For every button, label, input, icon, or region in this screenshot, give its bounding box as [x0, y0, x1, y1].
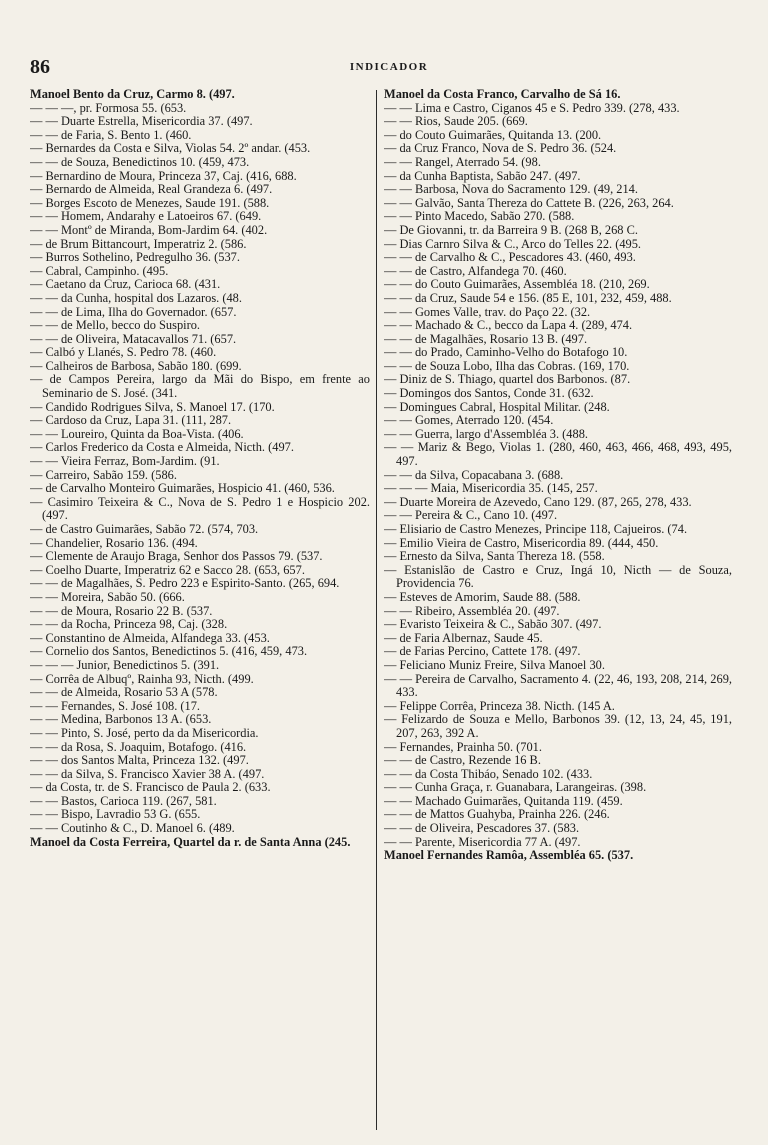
directory-entry: — — de Mello, becco do Suspiro.	[30, 318, 201, 333]
directory-entry: — — Vieira Ferraz, Bom-Jardim. (91.	[30, 454, 220, 469]
directory-entry: — Elisiario de Castro Menezes, Principe 118, Cajueiros. (74.	[384, 522, 688, 536]
directory-entry: — — Medina, Barbonos 13 A. (653.	[30, 712, 212, 727]
directory-entry: — — da Silva, Copacabana 3. (688.	[384, 467, 564, 482]
directory-entry: — Calbó y Llanés, S. Pedro 78. (460.	[30, 345, 217, 360]
directory-entry: Manoel Fernandes Ramôa, Assembléa 65. (537.	[384, 848, 634, 863]
directory-entry: — da Costa, tr. de S. Francisco de Paula 2. (633.	[30, 780, 271, 795]
directory-entry: — Burros Sothelino, Pedregulho 36. (537.	[30, 250, 240, 265]
directory-entry: — — da Costa Thibáo, Senado 102. (433.	[384, 766, 593, 781]
directory-entry: — — de Oliveira, Matacavallos 71. (657.	[30, 331, 237, 346]
directory-entry: — Felippe Corrêa, Princeza 38. Nicth. (145 A.	[384, 698, 615, 713]
directory-entry: — Felizardo de Souza e Mello, Barbonos 39. (12, 13, 24, 45, 191, 207, 263, 392 A.	[384, 712, 732, 740]
directory-entry: — — Homem, Andarahy e Latoeiros 67. (649.	[30, 209, 262, 224]
directory-entry: — — Cunha Graça, r. Guanabara, Larangeiras. (398.	[384, 780, 647, 795]
directory-entry: — Bernardo de Almeida, Real Grandeza 6. (497.	[30, 182, 273, 197]
directory-entry: — Feliciano Muniz Freire, Silva Manoel 30.	[384, 657, 605, 672]
directory-entry: — — Rios, Saude 205. (669.	[384, 114, 528, 129]
directory-entry: — — Duarte Estrella, Misericordia 37. (497.	[30, 114, 253, 129]
directory-entry: — Domingues Cabral, Hospital Militar. (248.	[384, 399, 610, 414]
directory-entry: — — Guerra, largo d'Assembléa 3. (488.	[384, 426, 588, 441]
directory-entry: — — Rangel, Aterrado 54. (98.	[384, 154, 541, 169]
directory-entry: — — de Mattos Guahyba, Prainha 226. (246.	[384, 807, 610, 822]
directory-entry: — — Moreira, Sabão 50. (666.	[30, 589, 185, 604]
page-number: 86	[30, 56, 50, 78]
directory-entry: — Cornelio dos Santos, Benedictinos 5. (416, 459, 473.	[30, 644, 308, 659]
directory-entry: — Calheiros de Barbosa, Sabão 180. (699.	[30, 358, 242, 373]
directory-entry: — Corrêa de Albuqº, Rainha 93, Nicth. (499.	[30, 671, 254, 686]
directory-entry: — de Carvalho Monteiro Guimarães, Hospicio 41. (460, 536.	[30, 481, 335, 496]
directory-entry: — — de Carvalho & C., Pescadores 43. (460, 493.	[384, 250, 636, 265]
directory-entry: — — Machado & C., becco da Lapa 4. (289, 474.	[384, 318, 633, 333]
directory-entry: — Chandelier, Rosario 136. (494.	[30, 535, 198, 550]
directory-entry: — Duarte Moreira de Azevedo, Cano 129. (87, 265, 278, 433.	[384, 494, 692, 509]
directory-entry: — — Barbosa, Nova do Sacramento 129. (49, 214.	[384, 182, 638, 197]
directory-entry: — — de Castro, Rezende 16 B.	[384, 753, 541, 768]
directory-entry: — Cardoso da Cruz, Lapa 31. (111, 287.	[30, 413, 232, 428]
directory-entry: — — de Moura, Rosario 22 B. (537.	[30, 603, 213, 618]
directory-entry: — — da Cunha, hospital dos Lazaros. (48.	[30, 290, 242, 305]
directory-entry: — Fernandes, Prainha 50. (701.	[384, 739, 542, 754]
directory-entry: — — da Rosa, S. Joaquim, Botafogo. (416.	[30, 739, 247, 754]
directory-entry: Manoel da Costa Franco, Carvalho de Sá 16.	[384, 88, 621, 101]
directory-entry: — — de Oliveira, Pescadores 37. (583.	[384, 821, 580, 836]
directory-entry: Manoel Bento da Cruz, Carmo 8. (497.	[30, 88, 235, 101]
directory-entry: — — Ribeiro, Assembléa 20. (497.	[384, 603, 560, 618]
directory-entry: — da Cruz Franco, Nova de S. Pedro 36. (524.	[384, 141, 617, 156]
directory-entry: — de Faria Albernaz, Saude 45.	[384, 630, 543, 645]
directory-entry: — Bernardino de Moura, Princeza 37, Caj. (416, 688.	[30, 168, 297, 183]
directory-entry: — — Fernandes, S. José 108. (17.	[30, 698, 201, 713]
directory-entry: — — de Faria, S. Bento 1. (460.	[30, 127, 192, 142]
directory-entry: — de Castro Guimarães, Sabão 72. (574, 703.	[30, 522, 259, 536]
directory-entry: — — da Silva, S. Francisco Xavier 38 A. (497.	[30, 766, 265, 781]
directory-entry: — — da Rocha, Princeza 98, Caj. (328.	[30, 617, 228, 632]
directory-entry: — — Montº de Miranda, Bom-Jardim 64. (402.	[30, 222, 268, 237]
right-column	[384, 88, 732, 1133]
directory-entry: — — dos Santos Malta, Princeza 132. (497.	[30, 753, 249, 768]
directory-entry: — — de Almeida, Rosario 53 A (578.	[30, 685, 218, 700]
directory-entry: — — Gomes, Aterrado 120. (454.	[384, 413, 554, 428]
directory-entry: — Carreiro, Sabão 159. (586.	[30, 467, 177, 482]
directory-entry: — Caetano da Cruz, Carioca 68. (431.	[30, 277, 221, 292]
directory-entry: — Constantino de Almeida, Alfandega 33. (453.	[30, 630, 270, 645]
directory-entry: — Dias Carnro Silva & C., Arco do Telles 22. (495.	[384, 236, 642, 251]
directory-entry: — da Cunha Baptista, Sabão 247. (497.	[384, 168, 581, 183]
directory-entry: — — de Souza, Benedictinos 10. (459, 473.	[30, 154, 250, 169]
column-divider	[376, 90, 377, 1130]
directory-entry: — Carlos Frederico da Costa e Almeida, Nicth. (497.	[30, 440, 294, 455]
directory-entry: — — Galvão, Santa Thereza do Cattete B. (226, 263, 264.	[384, 195, 674, 210]
directory-entry: — — Pereira de Carvalho, Sacramento 4. (22, 46, 193, 208, 214, 269, 433.	[384, 671, 732, 700]
directory-entry: — Emilio Vieira de Castro, Misericordia 89. (444, 450.	[384, 535, 659, 550]
directory-entry: — Esteves de Amorim, Saude 88. (588.	[384, 589, 581, 604]
directory-entry: — — — Junior, Benedictinos 5. (391.	[30, 657, 220, 672]
directory-entry: — Borges Escoto de Menezes, Saude 191. (588.	[30, 195, 270, 210]
directory-entry: — — de Magalhães, Rosario 13 B. (497.	[384, 331, 588, 346]
directory-entry: — Clemente de Araujo Braga, Senhor dos Passos 79. (537.	[30, 549, 323, 564]
directory-entry: — Estanislão de Castro e Cruz, Ingá 10, Nicth — de Souza, Providencia 76.	[384, 562, 732, 591]
directory-entry: — — Bispo, Lavradio 53 G. (655.	[30, 807, 201, 822]
directory-entry: — — Pinto Macedo, Sabão 270. (588.	[384, 209, 575, 224]
directory-entry: — Ernesto da Silva, Santa Thereza 18. (558.	[384, 549, 605, 564]
directory-entry: — — Coutinho & C., D. Manoel 6. (489.	[30, 821, 235, 836]
directory-entry: — de Brum Bittancourt, Imperatriz 2. (586.	[30, 236, 247, 251]
directory-entry: — de Farias Percino, Cattete 178. (497.	[384, 644, 581, 659]
directory-entry: — — do Prado, Caminho-Velho do Botafogo 10.	[384, 345, 628, 360]
directory-entry: — — Mariz & Bego, Violas 1. (280, 460, 463, 466, 468, 493, 495, 497.	[384, 440, 732, 469]
directory-entry: — De Giovanni, tr. da Barreira 9 B. (268 B, 268 C.	[384, 222, 638, 237]
directory-entry: Manoel da Costa Ferreira, Quartel da r. de Santa Anna (245.	[30, 834, 351, 849]
directory-entry: — de Campos Pereira, largo da Mãi do Bispo, em frente ao Seminario de S. José. (341.	[30, 372, 370, 401]
directory-entry: — — — Maia, Misericordia 35. (145, 257.	[384, 481, 598, 496]
directory-entry: — — Parente, Misericordia 77 A. (497.	[384, 834, 581, 849]
directory-entry: — — Pereira & C., Cano 10. (497.	[384, 508, 558, 523]
directory-entry: — — da Cruz, Saude 54 e 156. (85 E, 101, 232, 459, 488.	[384, 290, 672, 305]
directory-entry: — Domingos dos Santos, Conde 31. (632.	[384, 386, 594, 401]
directory-entry: — — de Castro, Alfandega 70. (460.	[384, 263, 567, 278]
directory-entry: — — Lima e Castro, Ciganos 45 e S. Pedro 339. (278, 433.	[384, 100, 680, 115]
directory-entry: — — —, pr. Formosa 55. (653.	[30, 100, 187, 115]
directory-entry: — — Bastos, Carioca 119. (267, 581.	[30, 793, 217, 808]
directory-entry: — Candido Rodrigues Silva, S. Manoel 17. (170.	[30, 399, 275, 414]
directory-entry: — Bernardes da Costa e Silva, Violas 54. 2º andar. (453.	[30, 141, 311, 156]
directory-entry: — — Pinto, S. José, perto da da Misericordia.	[30, 725, 259, 740]
directory-entry: — — de Magalhães, S. Pedro 223 e Espirito-Santo. (265, 694.	[30, 576, 340, 591]
running-title: INDICADOR	[349, 61, 429, 73]
directory-entry: — — Machado Guimarães, Quitanda 119. (459.	[384, 793, 623, 808]
directory-entry: — Diniz de S. Thiago, quartel dos Barbonos. (87.	[384, 372, 631, 387]
page-header	[30, 56, 748, 84]
directory-entry: — Cabral, Campinho. (495.	[30, 263, 169, 278]
directory-entry: — — Gomes Valle, trav. do Paço 22. (32.	[384, 304, 591, 319]
directory-entry: — do Couto Guimarães, Quitanda 13. (200.	[384, 127, 602, 142]
directory-entry: — Evaristo Teixeira & C., Sabão 307. (497.	[384, 617, 602, 632]
directory-entry: — Casimiro Teixeira & C., Nova de S. Pedro 1 e Hospicio 202. (497.	[30, 494, 370, 523]
directory-entry: — — do Couto Guimarães, Assembléa 18. (210, 269.	[384, 277, 650, 292]
directory-entry: — — Loureiro, Quinta da Boa-Vista. (406.	[30, 426, 244, 441]
directory-entry: — Coelho Duarte, Imperatriz 62 e Sacco 28. (653, 657.	[30, 562, 305, 577]
directory-entry: — — de Souza Lobo, Ilha das Cobras. (169, 170.	[384, 358, 630, 373]
left-column	[30, 88, 370, 1133]
directory-entry: — — de Lima, Ilha do Governador. (657.	[30, 304, 237, 319]
